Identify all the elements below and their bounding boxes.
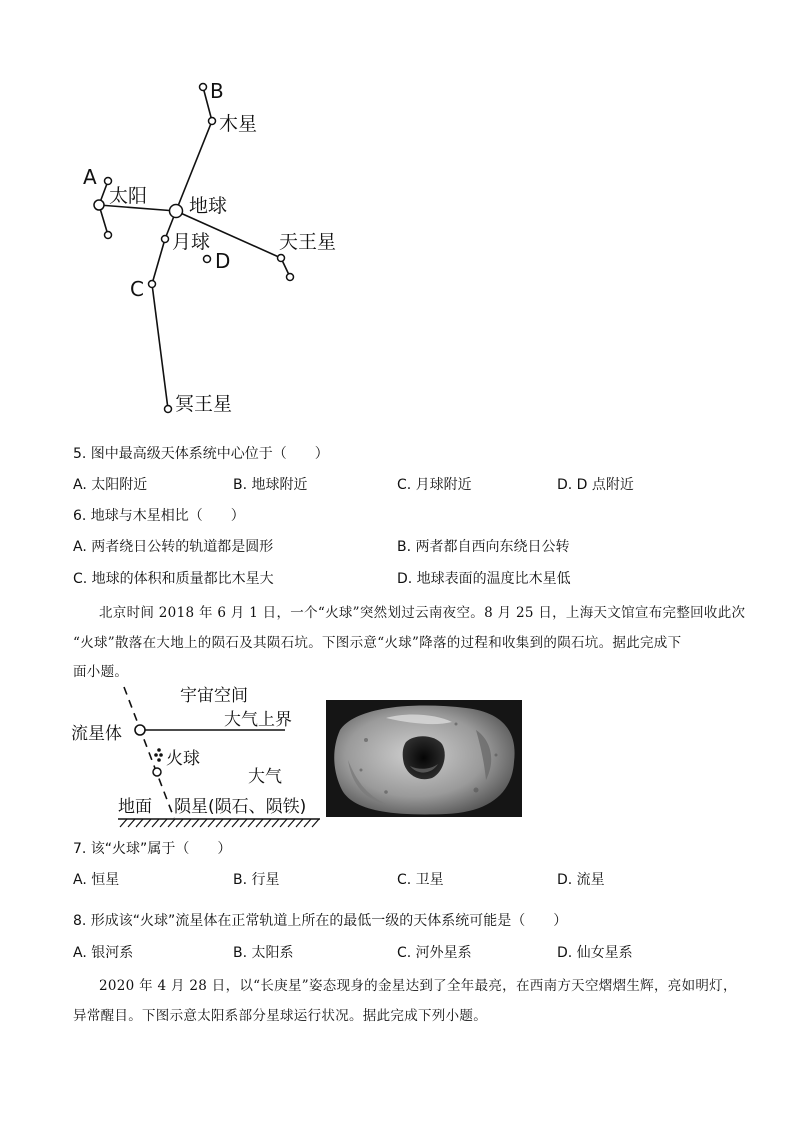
fireball-dot: [153, 768, 161, 776]
question-7-option-b: B. 行星: [233, 872, 280, 888]
passage-2-line-1: 2020 年 4 月 28 日，以“长庚星”姿态现身的金星达到了全年最亮，在西南方天空熠熠生辉，亮如明灯，: [99, 978, 737, 994]
passage-1-line-1: 北京时间 2018 年 6 月 1 日，一个“火球”突然划过云南夜空。8 月 25 日，上海天文馆宣布完整回收此次: [99, 605, 746, 621]
node-a: [105, 178, 112, 185]
question-6-option-b: B. 两者都自西向东绕日公转: [397, 539, 570, 555]
label-c: C: [130, 277, 144, 301]
label-d: D: [215, 249, 231, 273]
label-a: A: [83, 165, 97, 189]
node-earth: [170, 205, 183, 218]
label-pluto: 冥王星: [175, 393, 233, 415]
passage-1-line-3: 面小题。: [73, 664, 129, 680]
meteor-fall-diagram: [0, 678, 330, 828]
meteorite-crater-photo: [326, 700, 522, 817]
question-6-option-c: C. 地球的体积和质量都比木星大: [73, 571, 274, 587]
label-fireball: 火球: [166, 749, 200, 769]
question-5-stem: 5. 图中最高级天体系统中心位于（ ）: [73, 446, 329, 462]
question-7-option-d: D. 流星: [557, 872, 605, 888]
node-jupiter: [209, 118, 216, 125]
question-6-stem: 6. 地球与木星相比（ ）: [73, 508, 245, 524]
question-6-option-a: A. 两者绕日公转的轨道都是圆形: [73, 539, 274, 555]
node-sun-child: [105, 232, 112, 239]
label-uranus: 天王星: [279, 231, 337, 253]
node-moon: [162, 236, 169, 243]
label-moon: 月球: [172, 231, 211, 253]
passage-2-line-2: 异常醒目。下图示意太阳系部分星球运行状况。据此完成下列小题。: [73, 1008, 487, 1024]
meteoroid-dot: [135, 725, 145, 735]
label-ground: 地面: [118, 797, 152, 817]
node-uranus: [278, 255, 285, 262]
question-8-option-b: B. 太阳系: [233, 945, 294, 961]
node-uranus-child: [287, 274, 294, 281]
label-earth: 地球: [189, 195, 228, 217]
question-8-option-d: D. 仙女星系: [557, 945, 633, 961]
label-meteorite: 陨星(陨石、陨铁): [174, 797, 307, 817]
label-jupiter: 木星: [219, 113, 258, 135]
node-pluto: [165, 406, 172, 413]
label-sun: 太阳: [109, 185, 148, 207]
node-c: [149, 281, 156, 288]
question-7-stem: 7. 该“火球”属于（ ）: [73, 841, 232, 857]
question-5-option-d: D. D 点附近: [557, 477, 634, 493]
question-7-option-a: A. 恒星: [73, 872, 120, 888]
celestial-system-diagram: [0, 0, 400, 430]
question-8-stem: 8. 形成该“火球”流星体在正常轨道上所在的最低一级的天体系统可能是（ ）: [73, 913, 568, 929]
question-5-option-b: B. 地球附近: [233, 477, 308, 493]
label-b: B: [210, 79, 224, 103]
label-atmosphere: 大气: [248, 767, 282, 787]
node-d: [204, 256, 211, 263]
node-sun: [94, 200, 104, 210]
question-6-option-d: D. 地球表面的温度比木星低: [397, 571, 571, 587]
node-b: [200, 84, 207, 91]
label-space: 宇宙空间: [180, 686, 248, 706]
question-5-option-a: A. 太阳附近: [73, 477, 148, 493]
label-meteoroid: 流星体: [71, 724, 122, 744]
question-8-option-c: C. 河外星系: [397, 945, 472, 961]
question-5-option-c: C. 月球附近: [397, 477, 472, 493]
question-8-option-a: A. 银河系: [73, 945, 134, 961]
question-7-option-c: C. 卫星: [397, 872, 444, 888]
label-atmo-top: 大气上界: [224, 710, 292, 730]
passage-1-line-2: “火球”散落在大地上的陨石及其陨石坑。下图示意“火球”降落的过程和收集到的陨石坑。据此完成下: [73, 635, 682, 651]
